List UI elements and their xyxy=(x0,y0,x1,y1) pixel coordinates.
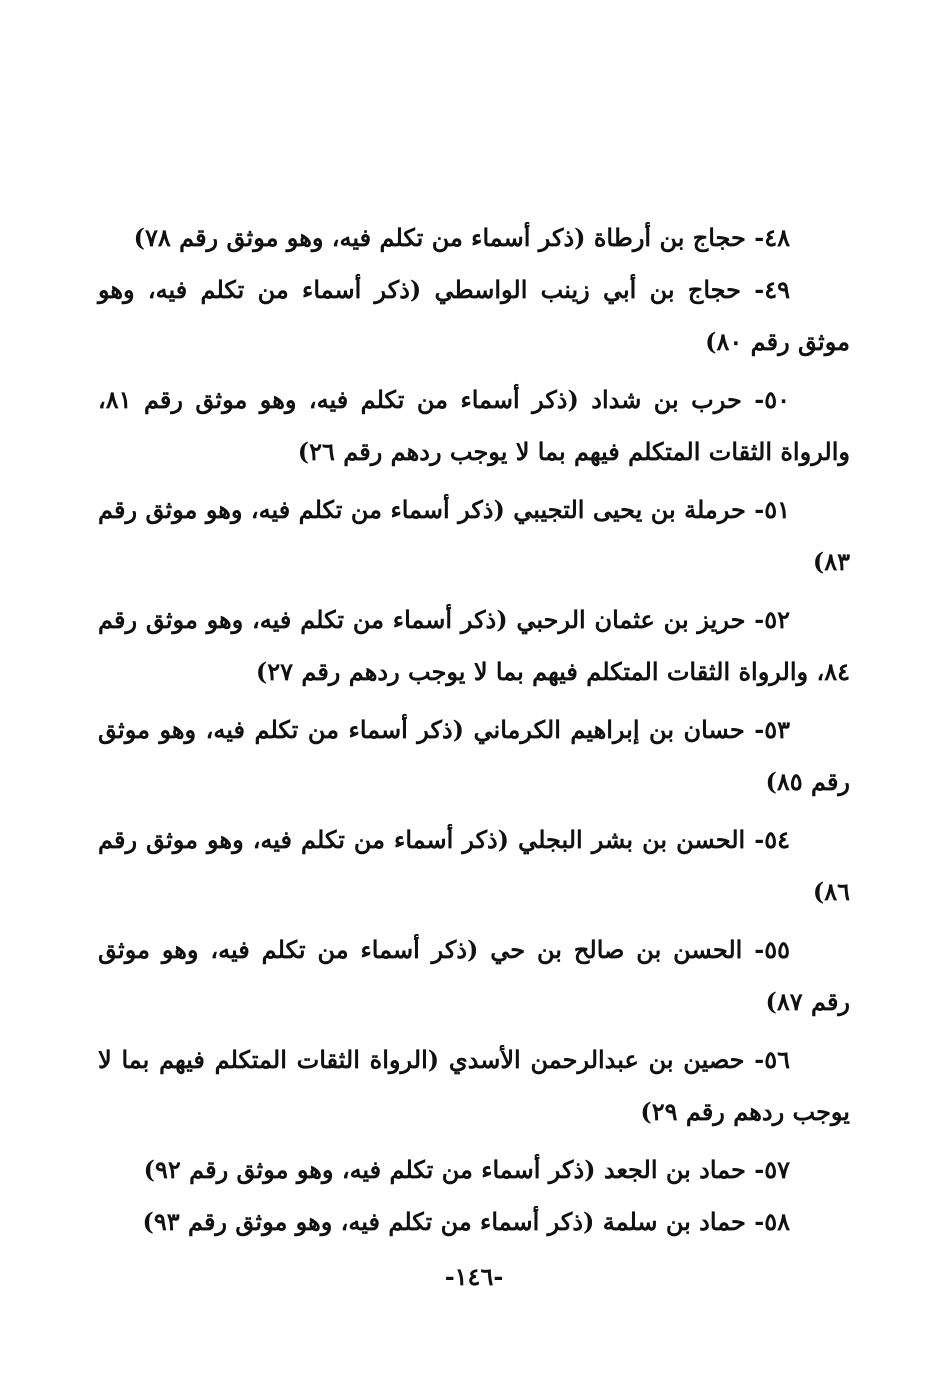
entry-number: ٥٦- xyxy=(754,1045,791,1074)
entry-text: حرب بن شداد (ذكر أسماء من تكلم فيه، وهو موثق رقم ٨١، والرواة الثقات المتكلم فيهم بما لا يوجب ردهم رقم ٢٦) xyxy=(98,385,850,466)
entry-text: حجاج بن أبي زينب الواسطي (ذكر أسماء من تكلم فيه، وهو موثق رقم ٨٠) xyxy=(98,275,850,356)
list-item xyxy=(98,374,850,478)
entry-text: حصين بن عبدالرحمن الأسدي (الرواة الثقات المتكلم فيهم بما لا يوجب ردهم رقم ٢٩) xyxy=(98,1045,850,1126)
list-item xyxy=(98,1196,850,1248)
entry-number: ٥٨- xyxy=(754,1207,790,1236)
list-item xyxy=(98,814,850,918)
list-item xyxy=(98,484,850,588)
entry-list xyxy=(98,212,850,1248)
entry-number: ٤٩- xyxy=(754,275,791,304)
entry-text: حجاج بن أرطاة (ذكر أسماء من تكلم فيه، وهو موثق رقم ٧٨) xyxy=(133,223,746,252)
list-item xyxy=(98,594,850,698)
list-item xyxy=(98,924,850,1028)
page-number: -١٤٦- xyxy=(444,1262,504,1291)
list-item xyxy=(98,264,850,368)
entry-number: ٥٥- xyxy=(754,935,791,964)
entry-number: ٥٠- xyxy=(754,385,790,414)
list-item xyxy=(98,212,850,264)
entry-text: الحسن بن بشر البجلي (ذكر أسماء من تكلم فيه، وهو موثق رقم ٨٦) xyxy=(98,825,850,906)
list-item xyxy=(98,704,850,808)
entry-text: حسان بن إبراهيم الكرماني (ذكر أسماء من تكلم فيه، وهو موثق رقم ٨٥) xyxy=(98,715,850,796)
entry-text: حماد بن الجعد (ذكر أسماء من تكلم فيه، وهو موثق رقم ٩٢) xyxy=(143,1155,746,1184)
entry-text: الحسن بن صالح بن حي (ذكر أسماء من تكلم فيه، وهو موثق رقم ٨٧) xyxy=(98,935,850,1016)
entry-number: ٤٨- xyxy=(754,223,790,252)
entry-number: ٥٧- xyxy=(754,1155,790,1184)
entry-number: ٥٢- xyxy=(754,605,790,634)
entry-text: حماد بن سلمة (ذكر أسماء من تكلم فيه، وهو موثق رقم ٩٣) xyxy=(142,1207,746,1236)
entry-number: ٥١- xyxy=(754,495,790,524)
entry-text: حرملة بن يحيى التجيبي (ذكر أسماء من تكلم فيه، وهو موثق رقم ٨٣) xyxy=(98,495,850,576)
entry-text: حريز بن عثمان الرحبي (ذكر أسماء من تكلم فيه، وهو موثق رقم ٨٤، والرواة الثقات المتكلم فيهم بما لا يوجب ردهم رقم ٢٧) xyxy=(98,605,850,686)
entry-number: ٥٣- xyxy=(754,715,790,744)
list-item xyxy=(98,1034,850,1138)
list-item xyxy=(98,1144,850,1196)
entry-number: ٥٤- xyxy=(754,825,791,854)
